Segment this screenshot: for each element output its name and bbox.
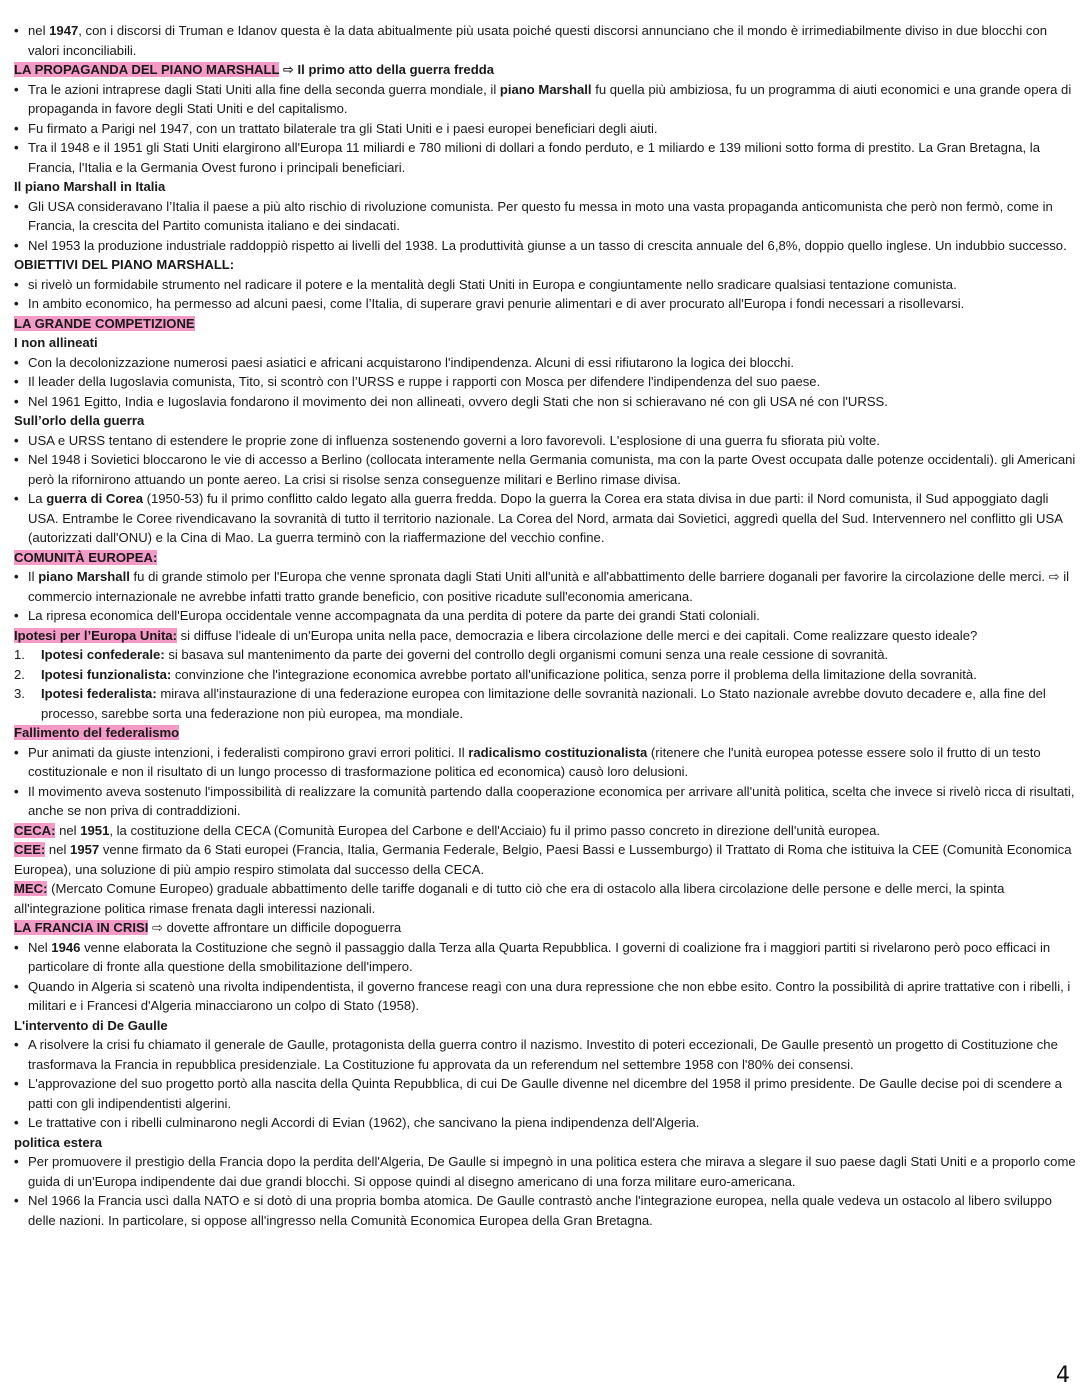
text-segment: Nel <box>28 939 52 955</box>
bold-text: piano Marshall <box>38 569 130 584</box>
highlighted-heading: CECA: <box>14 822 56 838</box>
document-page <box>14 21 1078 1230</box>
highlighted-heading: LA PROPAGANDA DEL PIANO MARSHALL <box>14 62 280 77</box>
highlighted-heading: LA GRANDE COMPETIZIONE <box>14 315 195 331</box>
text-segment: Fu firmato a Parigi nel 1947, con un trattato bilaterale tra gli Stati Uniti e i paesi europei beneficiari degli aiuti. <box>28 120 658 136</box>
text-line <box>14 626 1078 646</box>
text-segment: Tra le azioni intraprese dagli Stati Uniti alla fine della seconda guerra mondiale, il <box>28 81 500 97</box>
numbered-item <box>14 684 1078 723</box>
text-segment: ⇨ dovette affrontare un difficile dopoguerra <box>148 920 402 935</box>
text-segment: , la costituzione della CECA (Comunità Europea del Carbone e dell'Acciaio) fu il primo passo concreto in direzione dell'unità europea. <box>109 822 881 838</box>
text-segment: Con la decolonizzazione numerosi paesi asiatici e africani acquistarono l'indipendenza. Alcuni di essi rifiutarono la logica dei blocchi. <box>28 354 795 370</box>
bold-text: I non allineati <box>14 335 98 350</box>
bullet-item <box>14 138 1078 177</box>
text-segment: L'approvazione del suo progetto portò alla nascita della Quinta Repubblica, di cui De Gaulle divenne nel dicembre del 1958 il primo presidente. De Gaulle decise poi di scendere a patti con gli indipendentisti algerini. <box>28 1076 1062 1111</box>
text-line <box>14 548 1078 568</box>
text-segment: nel <box>28 23 50 38</box>
text-line <box>14 314 1078 334</box>
bullet-item <box>14 431 1078 451</box>
bullet-item <box>14 353 1078 373</box>
text-segment: Il leader della Iugoslavia comunista, Tito, si scontrò con l’URSS e ruppe i rapporti con Mosca per difendere l'indipendenza del suo paese. <box>28 374 821 389</box>
bullet-item <box>14 21 1078 60</box>
text-segment: venne elaborata la Costituzione che segnò il passaggio dalla Terza alla Quarta Repubblica. I governi di coalizione fra i maggiori partiti si rivelarono però poco efficaci in particolare di fronte alla questione della smobilitazione dell'impero. <box>28 939 1051 974</box>
text-segment: si basava sul mantenimento da parte dei governi del controllo degli organismi comuni senza una reale cessione di sovranità. <box>164 647 889 662</box>
bold-text: ⇨ <box>279 62 298 77</box>
text-line <box>14 1016 1078 1036</box>
bold-text: piano Marshall <box>499 81 592 97</box>
item-number: 2. <box>14 666 25 682</box>
bold-text: Il piano Marshall in Italia <box>14 179 166 194</box>
text-line <box>14 411 1078 431</box>
text-line <box>14 60 1078 80</box>
text-line <box>14 255 1078 275</box>
text-segment: fu quella più ambiziosa, fu un programma di aiuti economici e una grande opera di propaganda in favore degli Stati Uniti e del capitalismo. <box>28 81 1072 116</box>
text-segment: Il <box>28 569 39 584</box>
numbered-item <box>14 665 1078 685</box>
bullet-item <box>14 450 1078 489</box>
text-segment: mirava all'instaurazione di una federazione europea con limitazione delle sovranità nazionali. Lo Stato nazionale avrebbe dovuto decadere e, alla fine del processo, sarebbe sorta una federazione non più europea, ma mondiale. <box>41 686 1046 721</box>
text-segment: Il movimento aveva sostenuto l'impossibilità di realizzare la comunità partendo dalla cooperazione economica per arrivare all'unità politica, scelta che invece si rivelò ricca di risultati, anche se non priva di contraddizioni. <box>28 783 1075 818</box>
text-segment: venne firmato da 6 Stati europei (Francia, Italia, Germania Federale, Belgio, Paesi Bassi e Lussemburgo) il Trattato di Roma che istituiva la CEE (Comunità Economica Europea), una soluzione di più ampio respiro stimolata dal successo della CECA. <box>14 842 1072 877</box>
bullet-item <box>14 275 1078 295</box>
highlighted-heading: CEE: <box>14 842 46 857</box>
bold-text: Sull’orlo della guerra <box>14 413 145 428</box>
bullet-item <box>14 743 1078 782</box>
text-segment: Nel 1948 i Sovietici bloccarono le vie di accesso a Berlino (collocata interamente nella Germania comunista, ma con la parte Ovest occupata dalle potenze occidentali). gli Americani però la rifornirono attuando un ponte aereo. La crisi si risolse senza conseguenze militari e Berlino rimase divisa. <box>28 452 1076 487</box>
bold-text: 1946 <box>51 939 81 955</box>
text-segment: Tra il 1948 e il 1951 gli Stati Uniti elargirono all'Europa 11 miliardi e 780 milioni di dollari a fondo perduto, e 1 miliardo e 139 milioni sotto forma di prestito. La Gran Bretagna, la Francia, l'Italia e la Germania Ovest furono i principali beneficiari. <box>28 140 1040 175</box>
text-segment: Per promuovere il prestigio della Francia dopo la perdita dell'Algeria, De Gaulle si impegnò in una politica estera che mirava a slegare il suo paese dagli Stati Uniti e a proporlo come guida di un'Europa indipendente dai due grandi blocchi. Si oppose quindi al disegno americano di una forza militare euro-americana. <box>28 1154 1076 1189</box>
bullet-item <box>14 119 1078 139</box>
text-line <box>14 723 1078 743</box>
text-segment: Pur animati da giuste intenzioni, i federalisti compirono gravi errori politici. Il <box>28 744 469 760</box>
bullet-item <box>14 1113 1078 1133</box>
bold-text: guerra di Corea <box>46 491 143 506</box>
text-segment: Nel 1961 Egitto, India e Iugoslavia fondarono il movimento dei non allineati, ovvero degli Stati che non si schieravano né con gli USA né con l'URSS. <box>28 393 888 409</box>
bullet-item <box>14 567 1078 606</box>
text-line <box>14 333 1078 353</box>
bullet-item <box>14 1035 1078 1074</box>
text-segment: (Mercato Comune Europeo) graduale abbattimento delle tariffe doganali e di tutto ciò che era di ostacolo alla libera circolazione delle persone e delle merci, la spinta all'integrazione politica rimase frenata dagli interessi nazionali. <box>14 881 1005 916</box>
bullet-item <box>14 977 1078 1016</box>
text-segment: (ritenere che l'unità europea potesse essere solo il frutto di un testo costituzionale e non il risultato di un lungo processo di trasformazione politica ed economica) causò loro delusioni. <box>28 744 1041 779</box>
text-line <box>14 840 1078 879</box>
text-segment: fu di grande stimolo per l'Europa che venne spronata dagli Stati Uniti all'unità e all'abbattimento delle barriere doganali per favorire la circolazione delle merci. ⇨ il commercio internazionale ne avrebbe infatti tratto grande beneficio, con positive ricadute sull'economia americana. <box>28 569 1070 604</box>
bold-text: 1951 <box>80 822 110 838</box>
text-segment: USA e URSS tentano di estendere le proprie zone di influenza sostenendo governi a loro favorevoli. L'esplosione di una guerra fu sfiorata più volte. <box>28 432 880 448</box>
text-segment: La ripresa economica dell'Europa occidentale venne accompagnata da una perdita di potere da parte dei grandi Stati coloniali. <box>28 608 760 623</box>
bullet-item <box>14 1152 1078 1191</box>
text-segment: Gli USA consideravano l’Italia il paese a più alto rischio di rivoluzione comunista. Per questo fu messa in moto una vasta propaganda anticomunista che però non fermò, come in Francia, la crescita del Partito comunista italiano e dei sindacati. <box>28 198 1053 233</box>
bullet-item <box>14 197 1078 236</box>
bullet-item <box>14 1191 1078 1230</box>
item-number: 3. <box>14 686 25 701</box>
text-segment: Quando in Algeria si scatenò una rivolta indipendentista, il governo francese reagì con una dura repressione che non ebbe esito. Contro la possibilità di aprire trattative con i ribelli, i militari e i Francesi d'Algeria minacciarono un colpo di Stato (1958). <box>28 978 1071 1013</box>
bold-text: politica estera <box>14 1134 103 1150</box>
item-number: 1. <box>14 647 25 662</box>
bullet-item <box>14 236 1078 256</box>
bullet-item <box>14 392 1078 412</box>
bullet-item <box>14 489 1078 548</box>
text-segment: Nel 1966 la Francia uscì dalla NATO e si dotò di una propria bomba atomica. De Gaulle contrastò anche l'integrazione europea, nella quale vedeva un ostacolo al libero sviluppo delle nazioni. In particolare, si oppose all'ingresso nella Comunità Economica Europea della Gran Bretagna. <box>28 1193 1052 1228</box>
text-segment: Nel 1953 la produzione industriale raddoppiò rispetto ai livelli del 1938. La produttività giunse a un tasso di crescita annuale del 6,8%, doppio quello inglese. Un indubbio successo. <box>28 237 1067 253</box>
bullet-item <box>14 80 1078 119</box>
highlighted-heading: Fallimento del federalismo <box>14 725 180 740</box>
text-segment: nel <box>55 822 81 838</box>
bullet-item <box>14 294 1078 314</box>
bullet-item <box>14 372 1078 392</box>
bullet-item <box>14 606 1078 626</box>
bold-text: Ipotesi funzionalista: <box>41 666 172 682</box>
highlighted-heading: MEC: <box>14 881 48 896</box>
bold-text: 1947 <box>49 23 79 38</box>
text-segment: convinzione che l'integrazione economica avrebbe portato all'unificazione politica, senza porre il problema della limitazione della sovranità. <box>171 666 977 682</box>
bold-text: Il primo atto della guerra fredda <box>297 62 494 77</box>
text-segment: , con i discorsi di Truman e Idanov questa è la data abitualmente più usata poiché questi discorsi annunciano che il mondo è irrimediabilmente diviso in due blocchi con valori inconciliabili. <box>28 23 1048 58</box>
text-segment: nel <box>45 842 71 857</box>
highlighted-heading: COMUNITÀ EUROPEA: <box>14 549 158 565</box>
page-number: 4 <box>1056 1363 1070 1388</box>
bold-text: 1957 <box>70 842 100 857</box>
bold-text: OBIETTIVI DEL PIANO MARSHALL: <box>14 257 235 272</box>
bold-text: radicalismo costituzionalista <box>468 744 648 760</box>
bold-text: Ipotesi federalista: <box>41 686 157 701</box>
bold-text: Ipotesi confederale: <box>41 647 165 662</box>
text-segment: Le trattative con i ribelli culminarono negli Accordi di Evian (1962), che sancivano la piena indipendenza dell'Algeria. <box>28 1115 700 1130</box>
text-segment: A risolvere la crisi fu chiamato il generale de Gaulle, protagonista della guerra contro il nazismo. Investito di poteri eccezionali, De Gaulle presentò un progetto di Costituzione che trasformava la Francia in repubblica presidenziale. La Costituzione fu approvata da un referendum nel settembre 1958 con l'80% dei consensi. <box>28 1037 1058 1072</box>
numbered-item <box>14 645 1078 665</box>
text-line <box>14 879 1078 918</box>
text-line <box>14 918 1078 938</box>
text-segment: In ambito economico, ha permesso ad alcuni paesi, come l’Italia, di superare gravi penurie alimentari e di aver procurato all'Europa i fondi necessari a risollevarsi. <box>28 296 965 311</box>
bullet-item <box>14 1074 1078 1113</box>
text-line <box>14 821 1078 841</box>
text-line <box>14 177 1078 197</box>
text-segment: si rivelò un formidabile strumento nel radicare il potere e la mentalità degli Stati Uniti in Europa e congiuntamente nello sradicare qualsiasi tentazione comunista. <box>28 276 957 292</box>
highlighted-heading: Ipotesi per l’Europa Unita: <box>14 627 177 643</box>
bold-text: L'intervento di De Gaulle <box>14 1017 168 1033</box>
bullet-item <box>14 782 1078 821</box>
text-segment: La <box>28 491 47 506</box>
text-segment: si diffuse l'ideale di un'Europa unita nella pace, democrazia e libera circolazione delle merci e dei capitali. Come realizzare questo ideale? <box>176 627 978 643</box>
text-line <box>14 1133 1078 1153</box>
text-segment: (1950-53) fu il primo conflitto caldo legato alla guerra fredda. Dopo la guerra la Corea era stata divisa in due parti: il Nord comunista, il Sud appoggiato dagli USA. Entrambe le Coree rivendicavano la sovranità di tutto il territorio nazionale. La Corea del Nord, armata dai Sovietici, aggredì quella del Sud. Intervennero nel conflitto gli USA (autorizzati dall'ONU) e la Cina di Mao. La guerra terminò con la riaffermazione del vecchio confine. <box>28 491 1063 545</box>
highlighted-heading: LA FRANCIA IN CRISI <box>14 920 149 935</box>
bullet-item <box>14 938 1078 977</box>
